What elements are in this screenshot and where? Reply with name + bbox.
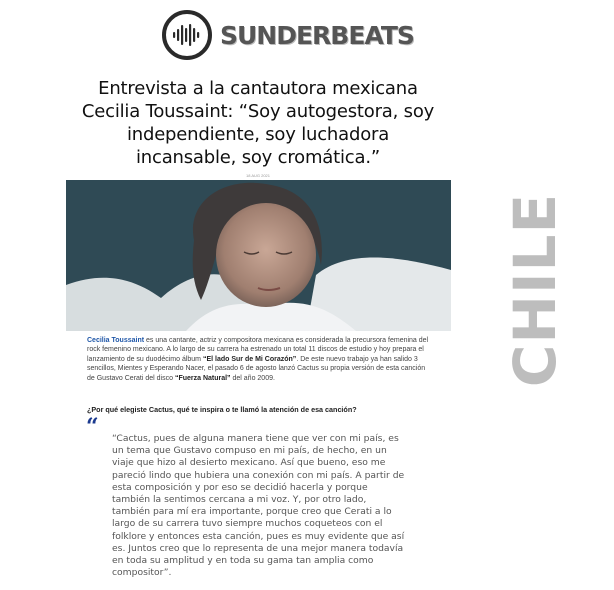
article-headline: Entrevista a la cantautora mexicana Cecilia Toussaint: “Soy autogestora, soy independiente, soy luchadora incansable, soy cromática.” bbox=[81, 78, 435, 168]
brand-logo[interactable] bbox=[162, 10, 414, 60]
article-intro: Cecilia Toussaint es una cantante, actriz y compositora mexicana es considerada la precursora femenina del rock femenino mexicano. A lo largo de su carrera ha estrenado un total 11 discos de estudio y hoy prepara el lanzamiento de su duodécimo álbum “El lado Sur de Mi Corazón”. De este nuevo trabajo ya han salido 3 sencillos, Mientes y Esperando Nacer, el pasado 6 de agosto lanzó Cactus su propia versión de esta canción de Gustavo Cerati del disco “Fuerza Natural” del año 2009. bbox=[87, 337, 429, 382]
artist-name-link[interactable]: Cecilia Toussaint bbox=[87, 337, 145, 344]
brand-name: SUNDERBEATS bbox=[220, 20, 414, 50]
article-photo bbox=[66, 180, 451, 331]
interview-question: ¿Por qué elegiste Cactus, qué te inspira o te llamó la atención de esa canción? bbox=[87, 405, 357, 414]
country-label: CHILE bbox=[501, 192, 570, 388]
article-date: 18 AUG 2021 bbox=[245, 173, 271, 178]
quote-icon: “ bbox=[86, 414, 99, 440]
record-title: “Fuerza Natural” bbox=[174, 374, 231, 382]
interview-quote: “Cactus, pues de alguna manera tiene que ver con mi país, es un tema que Gustavo compuso en mi país, de hecho, en un viaje que hizo al desierto mexicano. Así que bueno, eso me pareció lindo que hubiera una conexión con mi país. A partir de esta composición y por eso se decidió hacerla y porque también la sentimos cercana a mi voz. Y, por otro lado, también para mí era importante, porque creo que Cerati a lo largo de su carrera tuvo siempre muchos coqueteos con el folklore y entonces esta canción, pues es muy evidente que así es. Juntos creo que lo representa de una mejor manera todavía en toda su amplitud y en toda su gama tan amplia como compositor”. bbox=[112, 433, 405, 579]
soundwave-icon bbox=[162, 10, 212, 60]
album-title: “El lado Sur de Mi Corazón” bbox=[202, 355, 297, 363]
